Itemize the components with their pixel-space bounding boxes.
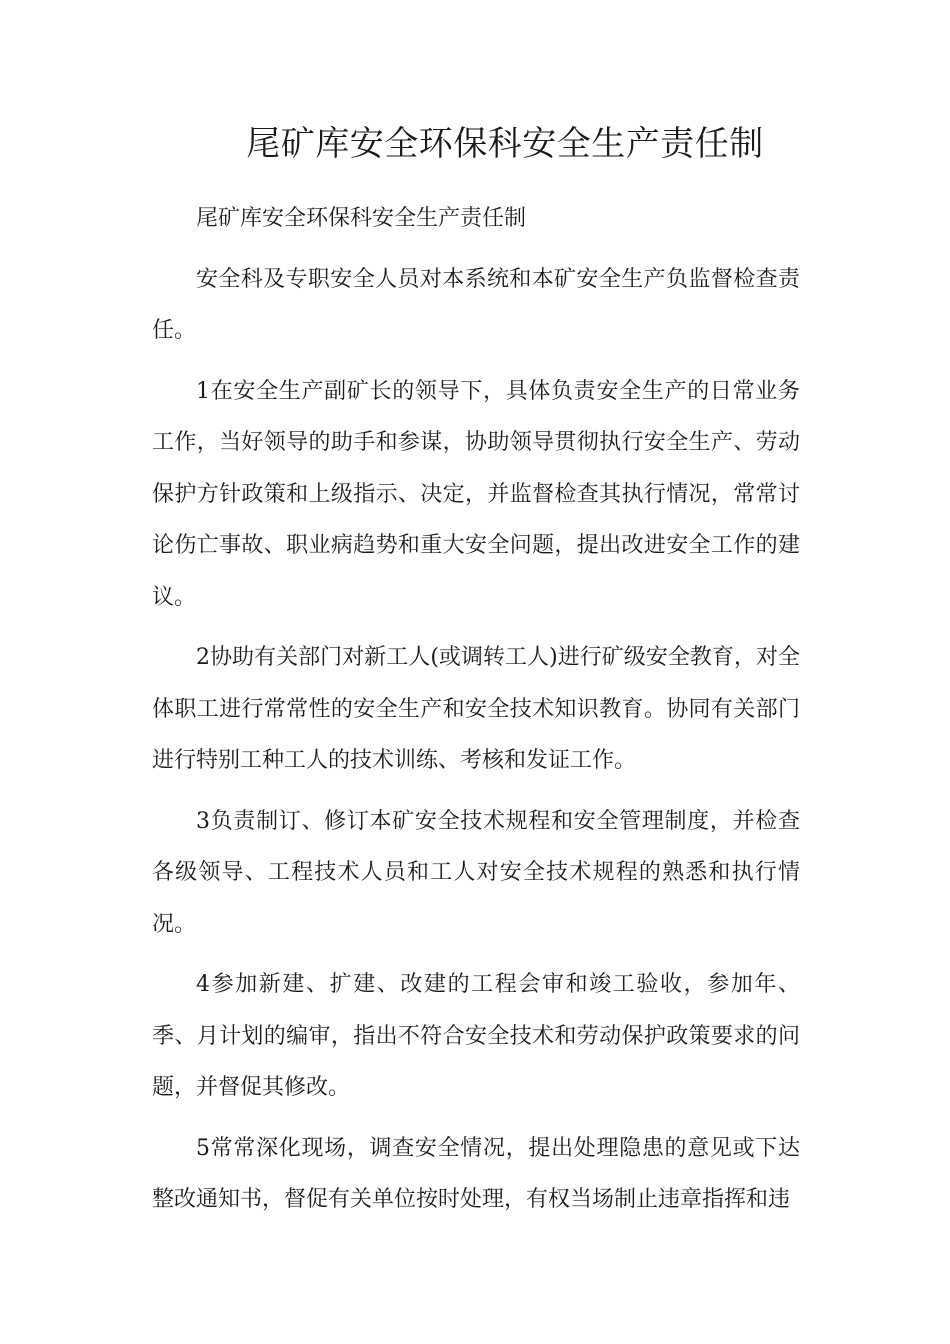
paragraph-item-5: 5常常深化现场，调查安全情况，提出处理隐患的意见或下达整改通知书，督促有关单位按时处理，有权当场制止违章指挥和违 — [152, 1135, 800, 1212]
paragraph-item-2: 2协助有关部门对新工人(或调转工人)进行矿级安全教育，对全体职工进行常常性的安全生产和安全技术知识教育。协同有关部门进行特别工种工人的技术训练、考核和发证工作。 — [152, 645, 800, 773]
page-title: 尾矿库安全环保科安全生产责任制 — [246, 124, 764, 164]
paragraph-item-3: 3负责制订、修订本矿安全技术规程和安全管理制度，并检查各级领导、工程技术人员和工人对安全技术规程的熟悉和执行情况。 — [152, 808, 800, 937]
paragraph-item-4: 4参加新建、扩建、改建的工程会审和竣工验收，参加年、季、月计划的编审，指出不符合安全技术和劳动保护政策要求的问题，并督促其修改。 — [152, 972, 800, 1100]
paragraph-intro: 安全科及专职安全人员对本系统和本矿安全生产负监督检查责任。 — [152, 266, 800, 343]
document-body — [152, 193, 800, 1235]
paragraph-subtitle: 尾矿库安全环保科安全生产责任制 — [196, 206, 527, 231]
paragraph-item-1: 1在安全生产副矿长的领导下，具体负责安全生产的日常业务工作，当好领导的助手和参谋，协助领导贯彻执行安全生产、劳动保护方针政策和上级指示、决定，并监督检查其执行情况，常常讨论伤亡事故、职业病趋势和重大安全问题，提出改进安全工作的建议。 — [152, 378, 800, 610]
